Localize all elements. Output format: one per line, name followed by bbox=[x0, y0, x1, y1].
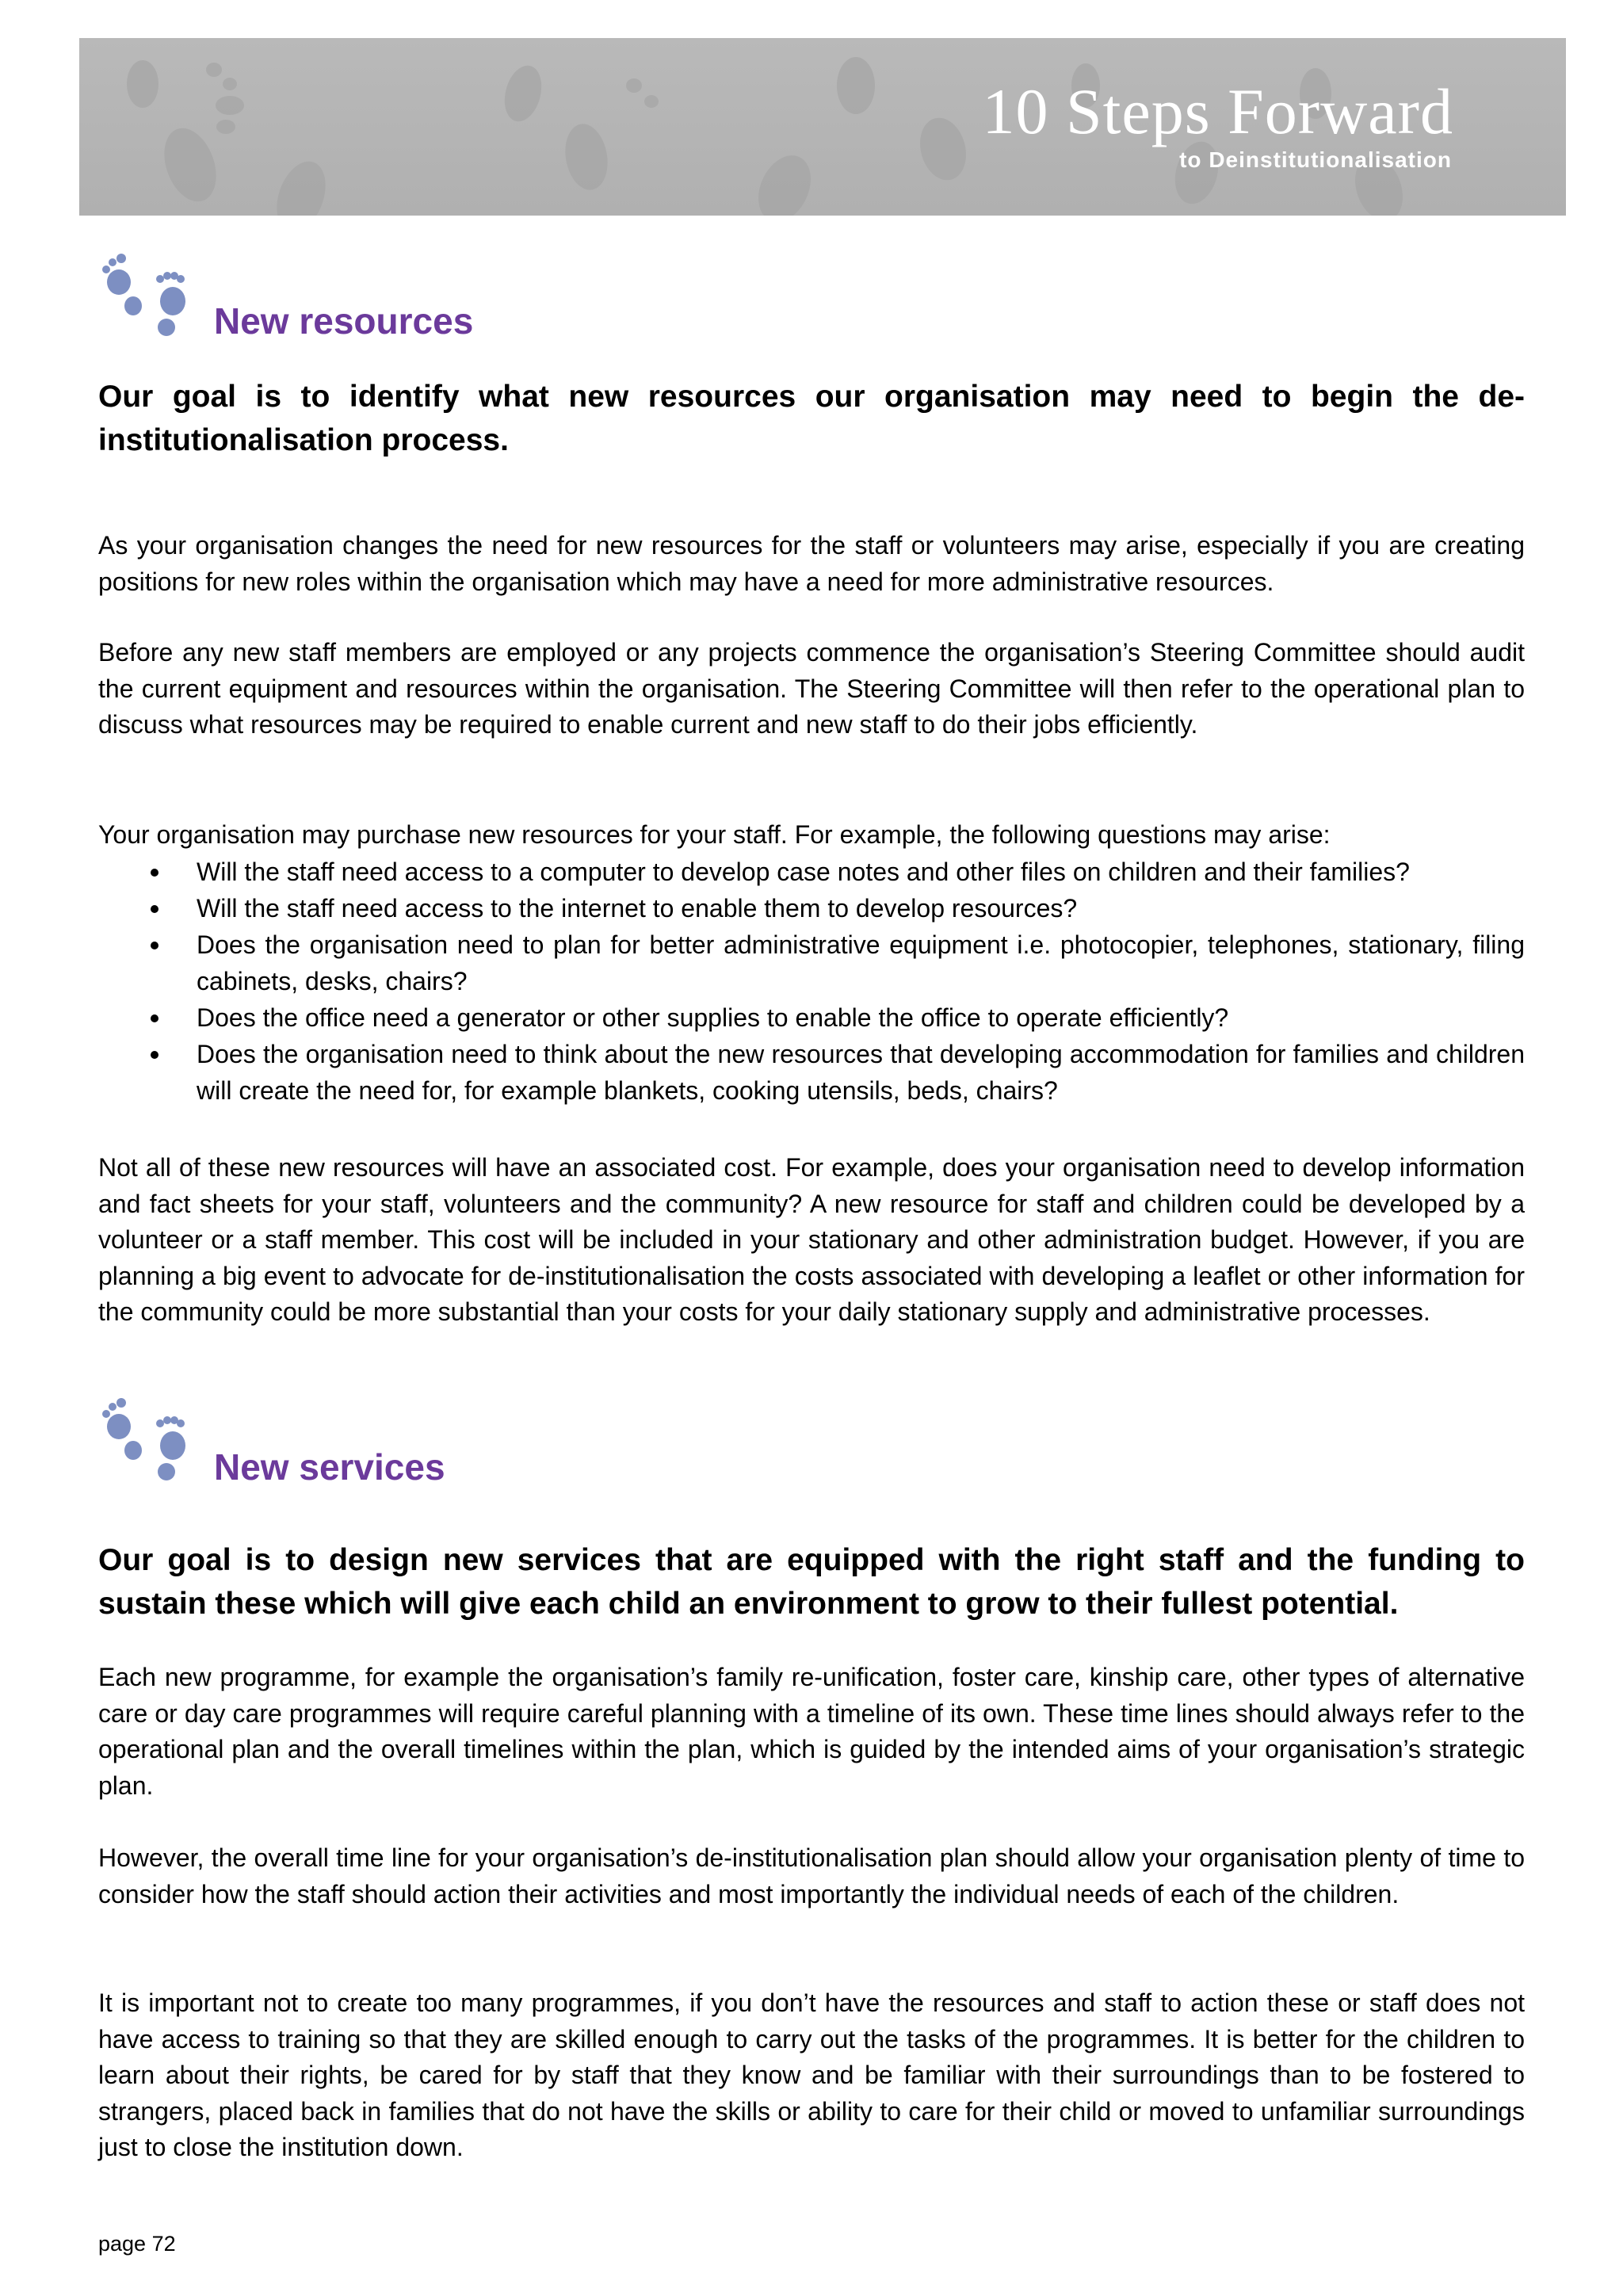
section-heading-new-resources bbox=[95, 252, 602, 347]
header-banner bbox=[79, 38, 1566, 216]
paragraph: It is important not to create too many programmes, if you don’t have the resources and staff to action these or staff does not have access to training so that they are skilled enough to carry out the tasks of the programmes. It is better for the children to learn about their rights, be cared for by staff that they know and be familiar with their surroundings than to be fostered to strangers, placed back in families that do not have the skills or ability to care for their child or moved to unfamiliar surroundings just to close the institution down. bbox=[98, 1988, 1525, 2161]
paragraph: As your organisation changes the need for new resources for the staff or volunteers may arise, especially if you are creating positions for new roles within the organisation which may have a need for more administrative resources. bbox=[98, 531, 1525, 596]
footprints-icon bbox=[95, 1396, 206, 1485]
footprints-icon bbox=[95, 252, 206, 341]
bullet-icon bbox=[151, 869, 158, 877]
list-item: Will the staff need access to a computer to develop case notes and other files on children and their families? bbox=[98, 854, 1525, 890]
section-title: New services bbox=[214, 1446, 445, 1488]
section-heading-new-services bbox=[95, 1396, 602, 1492]
question-list bbox=[98, 854, 1525, 1109]
list-item: Does the office need a generator or other supplies to enable the office to operate efficiently? bbox=[98, 999, 1525, 1036]
list-item: Does the organisation need to plan for better administrative equipment i.e. photocopier, telephones, stationary, filing cabinets, desks, chairs? bbox=[98, 926, 1525, 999]
paragraph: Your organisation may purchase new resources for your staff. For example, the following questions may arise: bbox=[98, 820, 1331, 849]
paragraph: Not all of these new resources will have an associated cost. For example, does your organisation need to develop information and fact sheets for your staff, volunteers and the community? A new resource for staff and children could be developed by a volunteer or a staff member. This cost will be included in your stationary and other administration budget. However, if you are planning a big event to advocate for de-institutionalisation the costs associated with developing a leaflet or other information for the community could be more substantial than your costs for your daily stationary supply and administrative processes. bbox=[98, 1153, 1525, 1326]
bullet-icon bbox=[151, 905, 158, 913]
goal-statement: Our goal is to design new services that are equipped with the right staff and the funding to sustain these which will give each child an environment to grow to their fullest potential. bbox=[98, 1543, 1525, 1621]
list-item: Does the organisation need to think about the new resources that developing accommodation for families and children will create the need for, for example blankets, cooking utensils, beds, chairs? bbox=[98, 1036, 1525, 1109]
page-number: page 72 bbox=[98, 2232, 176, 2256]
goal-statement: Our goal is to identify what new resources our organisation may need to begin the de-institutionalisation process. bbox=[98, 380, 1525, 457]
section-title: New resources bbox=[214, 300, 474, 342]
bullet-icon bbox=[151, 1014, 158, 1022]
paragraph: Each new programme, for example the organisation’s family re-unification, foster care, kinship care, other types of alternative care or day care programmes will require careful planning with a timeline of its own. These time lines should always refer to the operational plan and the overall timelines within the plan, which is guided by the intended aims of your organisation’s strategic plan. bbox=[98, 1663, 1525, 1800]
paragraph: However, the overall time line for your organisation’s de-institutionalisation plan should allow your organisation plenty of time to consider how the staff should action their activities and most importantly the individual needs of each of the children. bbox=[98, 1843, 1525, 1908]
paragraph: Before any new staff members are employed or any projects commence the organisation’s Steering Committee should audit the current equipment and resources within the organisation. The Steering Committee will then refer to the operational plan to discuss what resources may be required to enable current and new staff to do their jobs efficiently. bbox=[98, 638, 1525, 739]
banner-subtitle: to Deinstitutionalisation bbox=[1179, 147, 1452, 172]
banner-title: 10 Steps Forward bbox=[982, 75, 1453, 147]
list-item: Will the staff need access to the internet to enable them to develop resources? bbox=[98, 890, 1525, 926]
bullet-icon bbox=[151, 942, 158, 949]
bullet-icon bbox=[151, 1051, 158, 1059]
